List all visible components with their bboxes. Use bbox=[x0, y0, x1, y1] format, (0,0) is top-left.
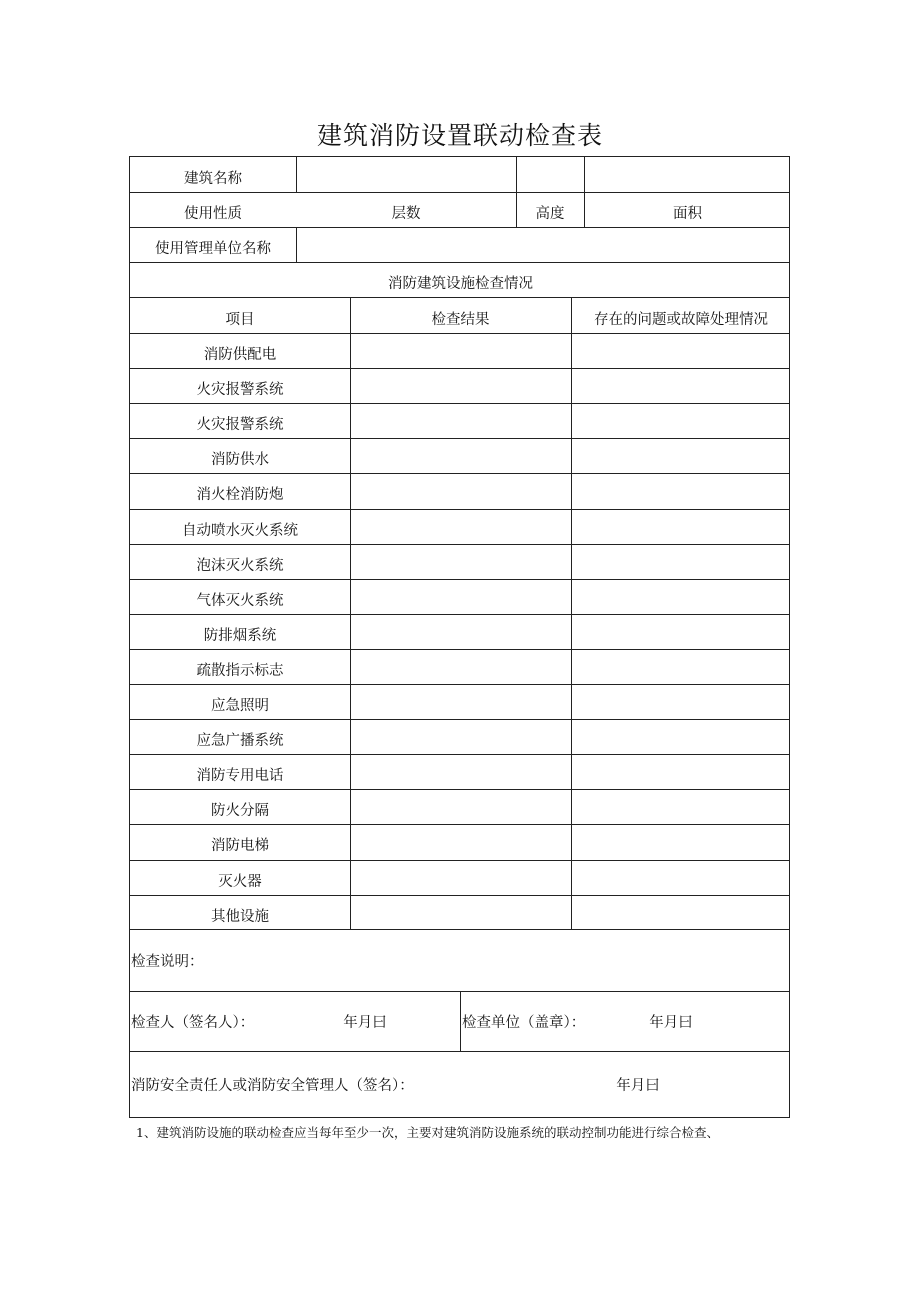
grid-line bbox=[130, 192, 789, 193]
grid-line bbox=[460, 991, 461, 1051]
row-result-field[interactable] bbox=[350, 368, 571, 403]
row-item-label: 其他设施 bbox=[211, 908, 269, 925]
unit-label: 检查单位（盖章）： bbox=[462, 1014, 586, 1031]
building-name-field[interactable] bbox=[296, 157, 516, 192]
row-issues-field[interactable] bbox=[571, 579, 791, 614]
row-result-field[interactable] bbox=[350, 649, 571, 684]
row-item-label: 消火栓消防炮 bbox=[196, 487, 284, 504]
grid-line bbox=[516, 157, 517, 227]
grid-line bbox=[130, 227, 789, 228]
grid-line bbox=[130, 473, 789, 474]
row-item-label: 火灾报警系统 bbox=[196, 382, 284, 399]
grid-line bbox=[130, 297, 789, 298]
footnote: 1、建筑消防设施的联动检查应当每年至少一次，主要对建筑消防设施系统的联动控制功能进行综合检查、 bbox=[136, 1125, 719, 1140]
row-issues-field[interactable] bbox=[571, 719, 791, 754]
grid-line bbox=[130, 544, 789, 545]
unit-date: 年月曰 bbox=[649, 1014, 693, 1031]
manager-unit-field[interactable] bbox=[296, 227, 791, 262]
row-issues-field[interactable] bbox=[571, 789, 791, 824]
inspector-label: 检查人（签名人）： bbox=[131, 1014, 255, 1031]
row-issues-field[interactable] bbox=[571, 473, 791, 508]
row-result-field[interactable] bbox=[350, 754, 571, 789]
row-result-field[interactable] bbox=[350, 895, 571, 930]
grid-line bbox=[130, 333, 789, 334]
section-title: 消防建筑设施检查情况 bbox=[388, 276, 533, 292]
row-result-field[interactable] bbox=[350, 860, 571, 895]
row-item-label: 火灾报警系统 bbox=[196, 417, 284, 434]
row-result-field[interactable] bbox=[350, 544, 571, 579]
row-item-label: 消防供配电 bbox=[203, 347, 277, 364]
grid-line bbox=[296, 227, 297, 262]
grid-line bbox=[130, 368, 789, 369]
row-issues-field[interactable] bbox=[571, 649, 791, 684]
grid-line bbox=[584, 157, 585, 227]
row-issues-field[interactable] bbox=[571, 614, 791, 649]
manager-unit-label: 使用管理单位名称 bbox=[155, 241, 271, 257]
row-result-field[interactable] bbox=[350, 684, 571, 719]
row-result-field[interactable] bbox=[350, 403, 571, 438]
grid-line bbox=[130, 860, 789, 861]
building-name-label: 建筑名称 bbox=[184, 171, 242, 187]
row-issues-field[interactable] bbox=[571, 438, 791, 473]
row-result-field[interactable] bbox=[350, 509, 571, 544]
height-label: 高度 bbox=[535, 206, 565, 222]
building-name-extra-field-1[interactable] bbox=[516, 157, 584, 192]
inspection-form bbox=[129, 156, 790, 1118]
row-result-field[interactable] bbox=[350, 614, 571, 649]
use-nature-label: 使用性质 bbox=[184, 206, 242, 222]
responsible-date: 年月曰 bbox=[616, 1077, 660, 1094]
row-result-field[interactable] bbox=[350, 333, 571, 368]
inspector-date: 年月曰 bbox=[343, 1014, 387, 1031]
grid-line bbox=[130, 438, 789, 439]
row-issues-field[interactable] bbox=[571, 544, 791, 579]
row-issues-field[interactable] bbox=[571, 754, 791, 789]
row-item-label: 气体灭火系统 bbox=[196, 592, 284, 609]
grid-line bbox=[130, 262, 789, 263]
floors-label: 层数 bbox=[391, 206, 421, 222]
page-title: 建筑消防设置联动检查表 bbox=[316, 121, 603, 150]
row-result-field[interactable] bbox=[350, 473, 571, 508]
column-header-result: 检查结果 bbox=[431, 312, 490, 328]
row-item-label: 疏散指示标志 bbox=[196, 662, 284, 679]
grid-line bbox=[130, 509, 789, 510]
row-issues-field[interactable] bbox=[571, 509, 791, 544]
row-item-label: 应急照明 bbox=[211, 698, 269, 715]
grid-line bbox=[350, 297, 351, 929]
row-item-label: 应急广播系统 bbox=[196, 733, 284, 750]
area-label: 面积 bbox=[673, 206, 702, 222]
row-item-label: 消防电梯 bbox=[211, 838, 269, 855]
row-result-field[interactable] bbox=[350, 438, 571, 473]
grid-line bbox=[296, 157, 297, 192]
row-item-label: 灭火器 bbox=[218, 873, 262, 890]
row-result-field[interactable] bbox=[350, 579, 571, 614]
responsible-label: 消防安全责任人或消防安全管理人（签名）： bbox=[131, 1077, 414, 1094]
grid-line bbox=[130, 649, 789, 650]
grid-line bbox=[130, 754, 789, 755]
grid-line bbox=[130, 684, 789, 685]
grid-line bbox=[130, 1051, 789, 1052]
row-issues-field[interactable] bbox=[571, 824, 791, 859]
row-issues-field[interactable] bbox=[571, 403, 791, 438]
row-item-label: 防排烟系统 bbox=[203, 627, 277, 644]
grid-line bbox=[130, 614, 789, 615]
row-result-field[interactable] bbox=[350, 789, 571, 824]
notes-label: 检查说明： bbox=[131, 953, 204, 970]
building-name-extra-field-2[interactable] bbox=[584, 157, 791, 192]
row-result-field[interactable] bbox=[350, 824, 571, 859]
grid-line bbox=[130, 579, 789, 580]
grid-line bbox=[130, 403, 789, 404]
row-issues-field[interactable] bbox=[571, 860, 791, 895]
row-result-field[interactable] bbox=[350, 719, 571, 754]
grid-line bbox=[571, 297, 572, 929]
row-item-label: 泡沫灭火系统 bbox=[196, 557, 284, 574]
row-item-label: 消防专用电话 bbox=[196, 768, 284, 785]
row-item-label: 防火分隔 bbox=[211, 803, 269, 820]
grid-line bbox=[130, 789, 789, 790]
grid-line bbox=[130, 824, 789, 825]
column-header-item: 项目 bbox=[225, 312, 255, 328]
row-item-label: 消防供水 bbox=[211, 452, 269, 469]
row-issues-field[interactable] bbox=[571, 684, 791, 719]
row-item-label: 自动喷水灭火系统 bbox=[182, 522, 298, 539]
row-issues-field[interactable] bbox=[571, 895, 791, 930]
row-issues-field[interactable] bbox=[571, 333, 791, 368]
grid-line bbox=[130, 929, 789, 930]
column-header-issues: 存在的问题或故障处理情况 bbox=[594, 312, 768, 328]
row-issues-field[interactable] bbox=[571, 368, 791, 403]
grid-line bbox=[130, 895, 789, 896]
grid-line bbox=[130, 719, 789, 720]
